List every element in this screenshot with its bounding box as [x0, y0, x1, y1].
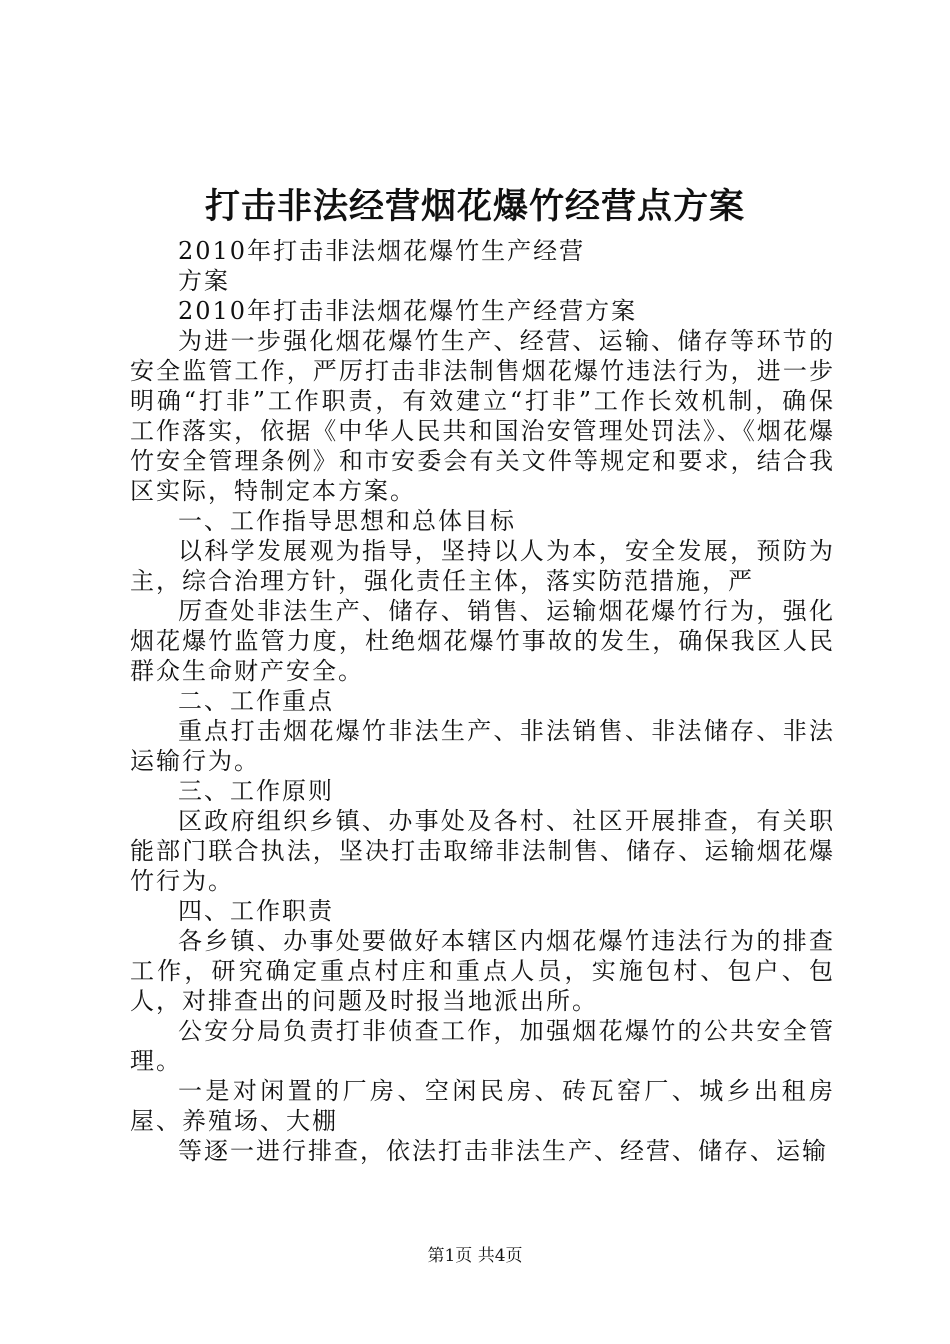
paragraph: 等逐一进行排查，依法打击非法生产、经营、储存、运输	[178, 1137, 828, 1165]
section-heading: 三、工作原则	[178, 777, 334, 805]
paragraph: 为进一步强化烟花爆竹生产、经营、运输、储存等环节的安全监管工作，严厉打击非法制售烟花爆竹违法行为，进一步明确“打非”工作职责，有效建立“打非”工作长效机制，确保工作落实，依据《中华人民共和国治安管理处罚法》、《烟花爆竹安全管理条例》和市安委会有关文件等规定和要求，结合我区实际，特制定本方案。	[130, 327, 835, 505]
paragraph: 重点打击烟花爆竹非法生产、非法销售、非法储存、非法运输行为。	[130, 717, 835, 775]
document-body	[130, 236, 835, 1166]
paragraph: 区政府组织乡镇、办事处及各村、社区开展排查，有关职能部门联合执法，坚决打击取缔非法制售、储存、运输烟花爆竹行为。	[130, 807, 835, 895]
paragraph: 厉查处非法生产、储存、销售、运输烟花爆竹行为，强化烟花爆竹监管力度，杜绝烟花爆竹事故的发生，确保我区人民群众生命财产安全。	[130, 597, 835, 685]
section-heading: 二、工作重点	[178, 687, 334, 715]
paragraph: 公安分局负责打非侦查工作，加强烟花爆竹的公共安全管理。	[130, 1017, 835, 1075]
paragraph: 2010年打击非法烟花爆竹生产经营方案	[178, 297, 638, 325]
paragraph: 方案	[178, 267, 230, 295]
paragraph: 以科学发展观为指导，坚持以人为本，安全发展，预防为主，综合治理方针，强化责任主体，落实防范措施，严	[130, 537, 835, 595]
document-title: 打击非法经营烟花爆竹经营点方案	[204, 186, 745, 227]
paragraph: 一是对闲置的厂房、空闲民房、砖瓦窑厂、城乡出租房屋、养殖场、大棚	[130, 1077, 835, 1135]
paragraph: 各乡镇、办事处要做好本辖区内烟花爆竹违法行为的排查工作，研究确定重点村庄和重点人员，实施包村、包户、包人，对排查出的问题及时报当地派出所。	[130, 927, 835, 1015]
section-heading: 四、工作职责	[178, 897, 334, 925]
section-heading: 一、工作指导思想和总体目标	[178, 507, 516, 535]
page-footer: 第1页 共4页	[427, 1246, 523, 1266]
paragraph: 2010年打击非法烟花爆竹生产经营	[178, 237, 586, 265]
